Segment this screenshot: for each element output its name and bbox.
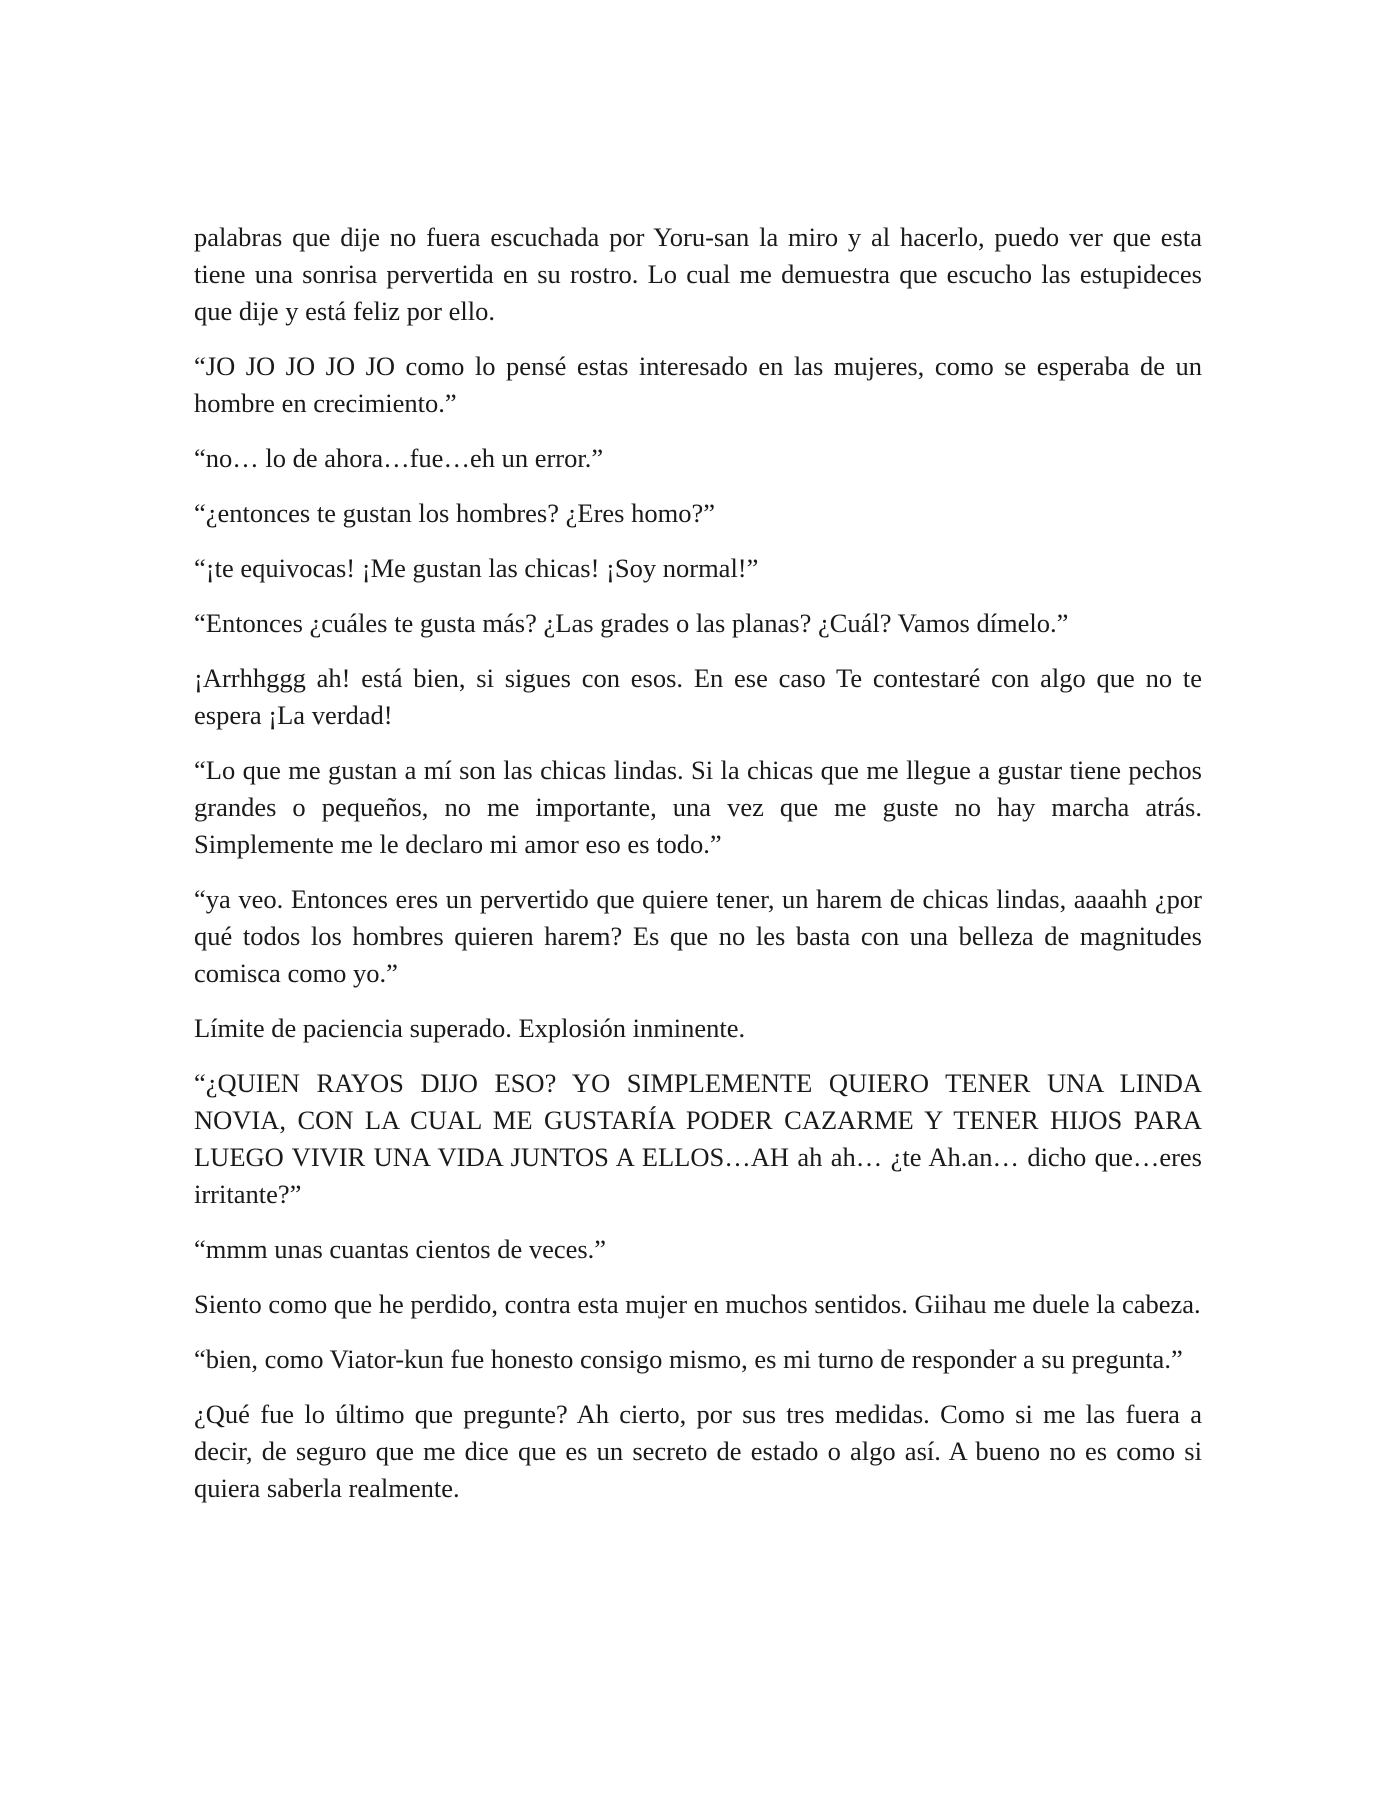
paragraph-9: “ya veo. Entonces eres un pervertido que quiere tener, un harem de chicas lindas, aaaahh ¿por qué todos los hombres quieren harem? Es que no les basta con una belleza de magnitudes comisca como yo.” [194,884,1202,988]
paragraph-13: Siento como que he perdido, contra esta mujer en muchos sentidos. Giihau me duele la cabeza. [194,1289,1201,1319]
paragraph-14: “bien, como Viator-kun fue honesto consigo mismo, es mi turno de responder a su pregunta.” [194,1344,1183,1374]
paragraph-10: Límite de paciencia superado. Explosión inminente. [194,1013,746,1043]
paragraph-11: “¿QUIEN RAYOS DIJO ESO? YO SIMPLEMENTE QUIERO TENER UNA LINDA NOVIA, CON LA CUAL ME GUSTARÍA PODER CAZARME Y TENER HIJOS PARA LUEGO VIVIR UNA VIDA JUNTOS A ELLOS…AH ah ah… ¿te Ah.an… dicho que…eres irritante?” [194,1068,1202,1209]
paragraph-4: “¿entonces te gustan los hombres? ¿Eres homo?” [194,498,715,528]
body-text [194,219,1202,1525]
paragraph-15: ¿Qué fue lo último que pregunte? Ah cierto, por sus tres medidas. Como si me las fuera a decir, de seguro que me dice que es un secreto de estado o algo así. A bueno no es como si quiera saberla realmente. [194,1399,1202,1503]
paragraph-1: palabras que dije no fuera escuchada por Yoru-san la miro y al hacerlo, puedo ver que esta tiene una sonrisa pervertida en su rostro. Lo cual me demuestra que escucho las estupideces que dije y está feliz por ello. [194,222,1202,326]
paragraph-7: ¡Arrhhggg ah! está bien, si sigues con esos. En ese caso Te contestaré con algo que no te espera ¡La verdad! [194,663,1202,730]
paragraph-2: “JO JO JO JO JO como lo pensé estas interesado en las mujeres, como se esperaba de un hombre en crecimiento.” [194,351,1202,418]
paragraph-12: “mmm unas cuantas cientos de veces.” [194,1234,607,1264]
paragraph-6: “Entonces ¿cuáles te gusta más? ¿Las grades o las planas? ¿Cuál? Vamos dímelo.” [194,608,1069,638]
paragraph-3: “no… lo de ahora…fue…eh un error.” [194,443,604,473]
paragraph-8: “Lo que me gustan a mí son las chicas lindas. Si la chicas que me llegue a gustar tiene pechos grandes o pequeños, no me importante, una vez que me guste no hay marcha atrás. Simplemente me le declaro mi amor eso es todo.” [194,755,1202,859]
paragraph-5: “¡te equivocas! ¡Me gustan las chicas! ¡Soy normal!” [194,553,759,583]
